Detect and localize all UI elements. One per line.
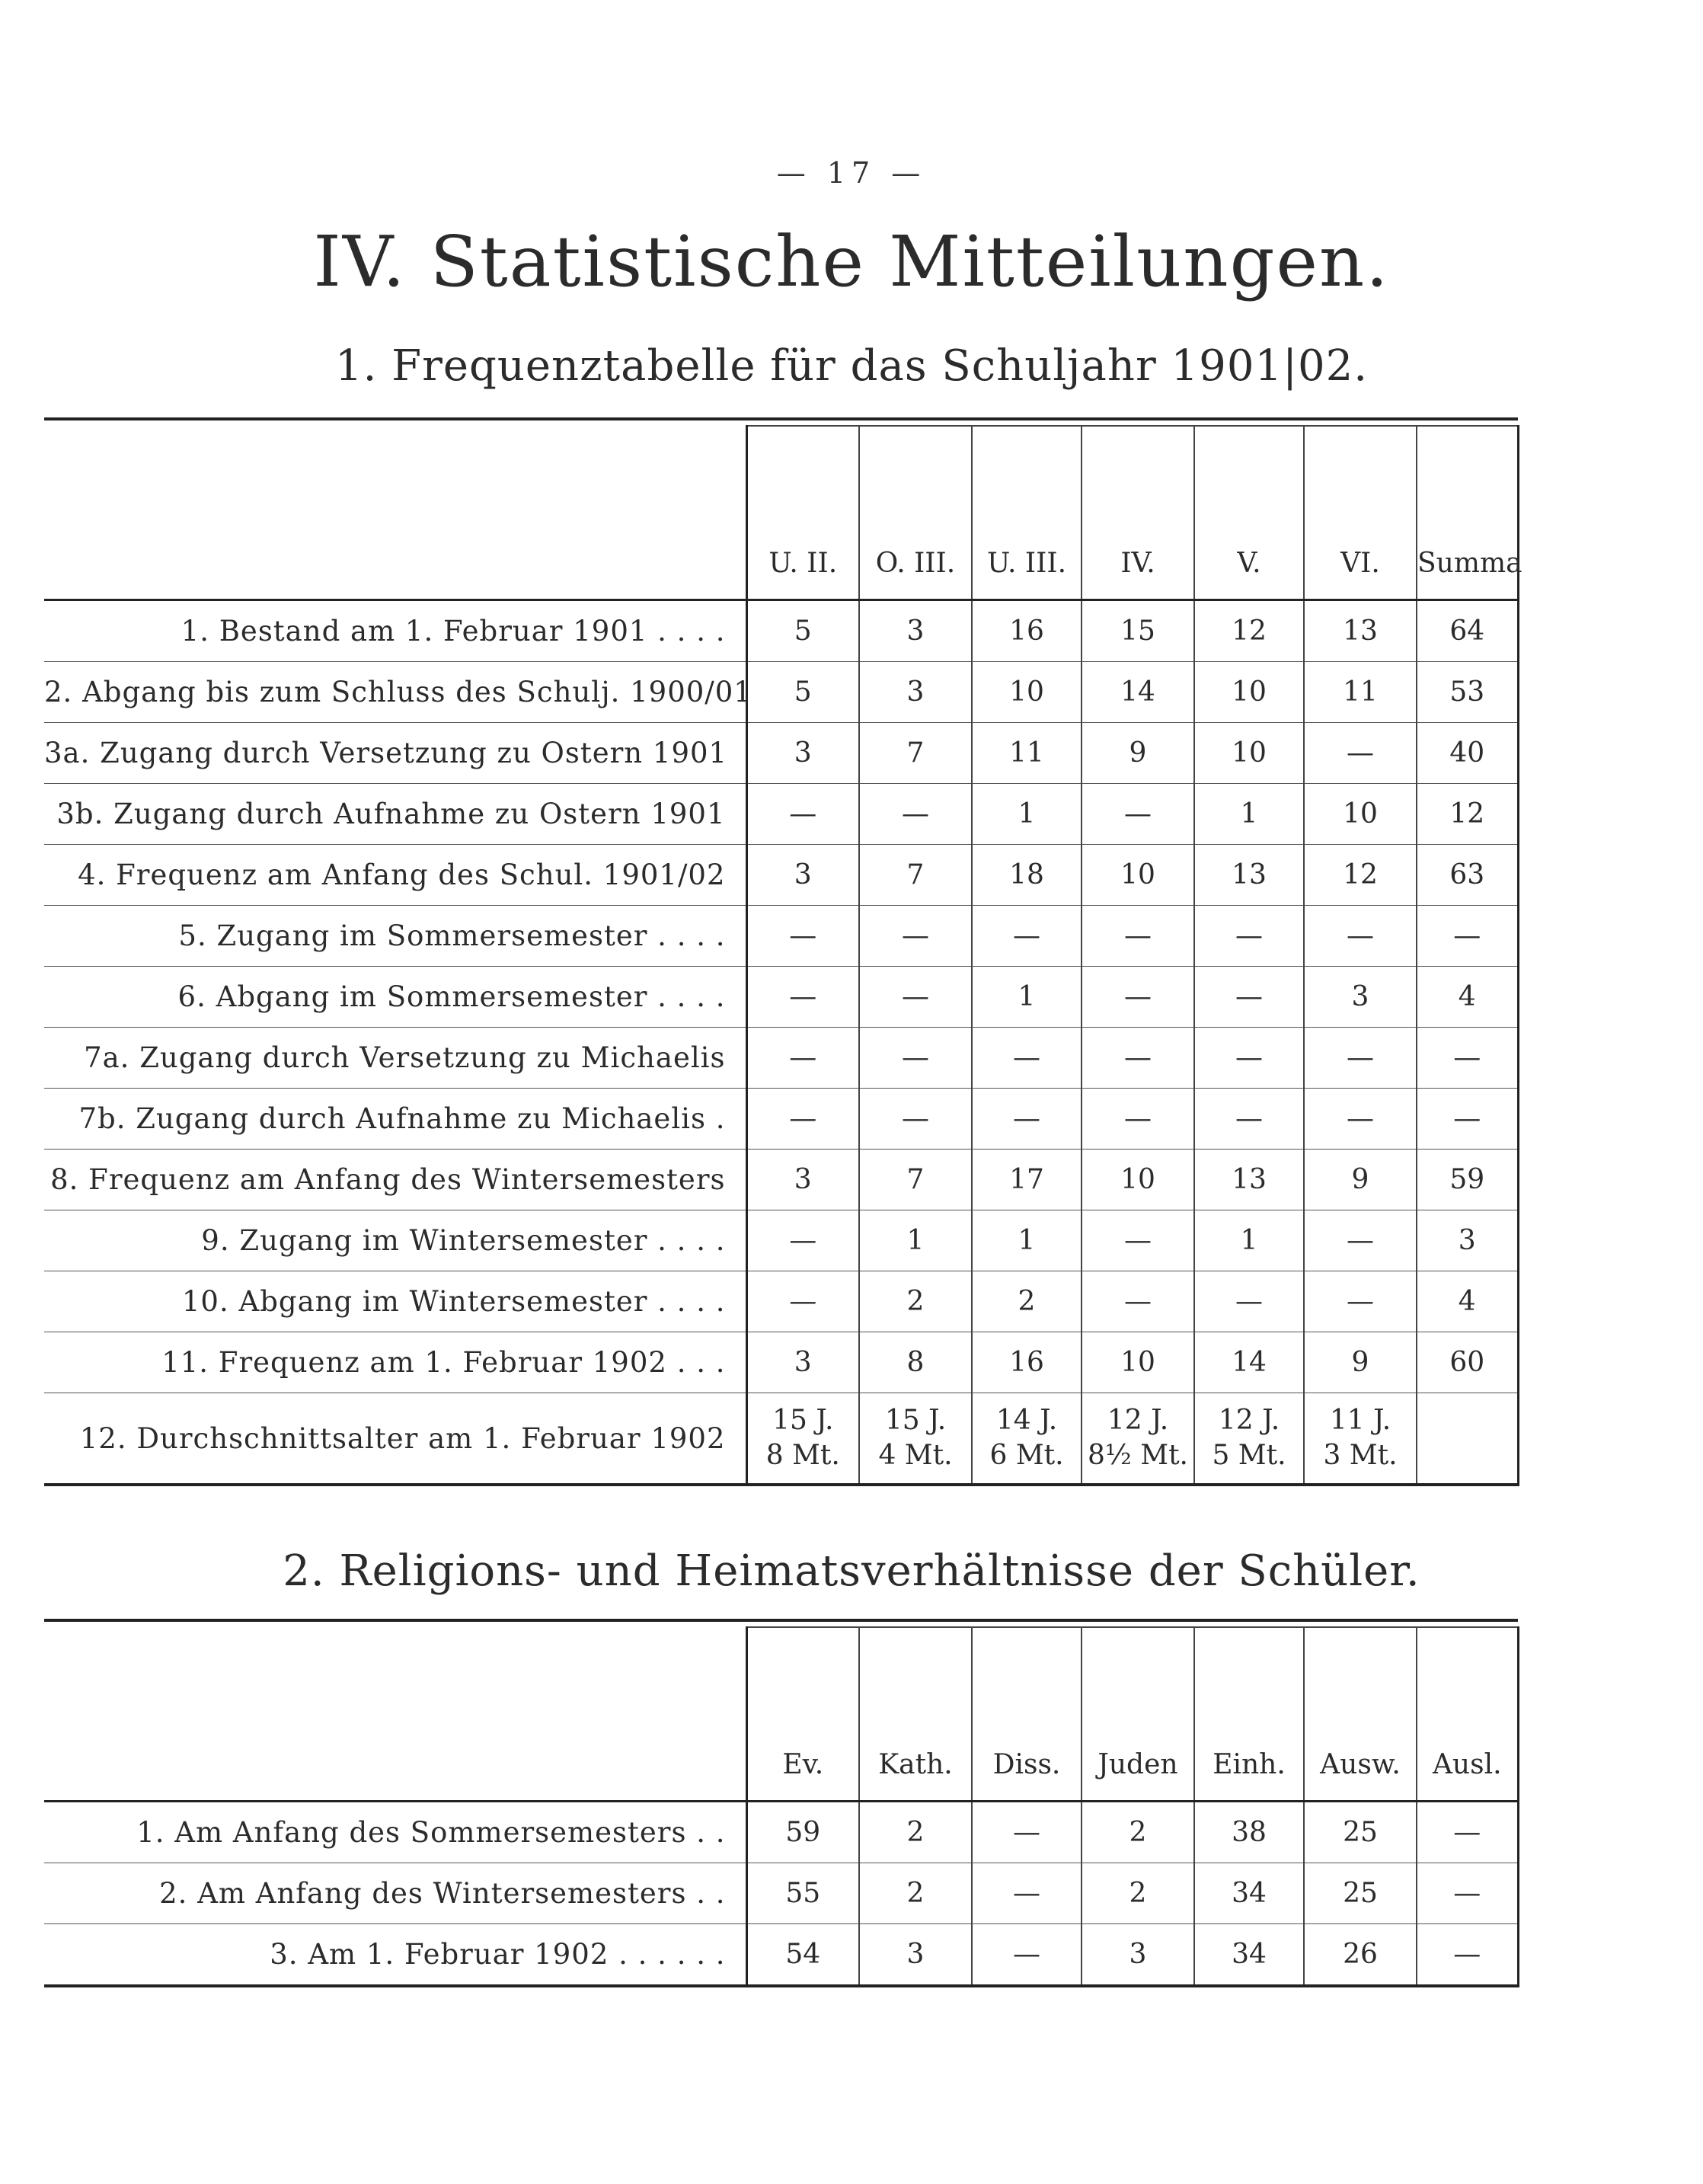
table-cell: 5	[746, 662, 859, 723]
table-cell: 7	[859, 1150, 972, 1210]
table-row	[44, 1924, 1518, 1987]
table-cell: —	[1417, 1089, 1518, 1150]
table-cell: —	[1194, 1028, 1304, 1089]
table-cell: 3	[859, 1924, 972, 1987]
column-header: Einh.	[1194, 1627, 1304, 1802]
header-empty-cell	[44, 426, 746, 600]
table-row	[44, 1802, 1518, 1863]
table-cell: —	[1082, 967, 1194, 1028]
table-cell: 1	[1194, 784, 1304, 845]
table-cell: 3	[746, 1150, 859, 1210]
age-years: 15 J.	[772, 1405, 834, 1436]
age-months: 5 Mt.	[1212, 1440, 1286, 1471]
table-cell: 2	[859, 1863, 972, 1924]
table-cell: —	[746, 906, 859, 967]
table-1-header-row	[44, 426, 1518, 600]
table-cell: —	[1417, 1924, 1518, 1987]
age-months: 3 Mt.	[1323, 1440, 1398, 1471]
table-cell: 9	[1304, 1332, 1417, 1393]
table-cell: 10	[972, 662, 1082, 723]
table-cell: 54	[746, 1924, 859, 1987]
table-cell: —	[1082, 1028, 1194, 1089]
table-cell	[1194, 1393, 1304, 1485]
age-years: 11 J.	[1329, 1405, 1391, 1436]
row-label: 3b. Zugang durch Aufnahme zu Ostern 1901	[44, 784, 746, 845]
table-cell: 3	[746, 723, 859, 784]
table-cell: —	[859, 1089, 972, 1150]
age-years: 14 J.	[995, 1405, 1058, 1436]
table-cell: 38	[1194, 1802, 1304, 1863]
table-cell: —	[746, 1210, 859, 1271]
table-cell: —	[1304, 723, 1417, 784]
table-cell: —	[1082, 1271, 1194, 1332]
table-cell: 12	[1304, 845, 1417, 906]
table-cell: —	[972, 1089, 1082, 1150]
table-cell: 11	[972, 723, 1082, 784]
table-cell: 16	[972, 1332, 1082, 1393]
table-cell: 7	[859, 845, 972, 906]
table-cell: —	[1082, 1210, 1194, 1271]
table-cell: 13	[1194, 845, 1304, 906]
table-cell: 3	[1082, 1924, 1194, 1987]
table-cell: —	[746, 967, 859, 1028]
table-cell: 13	[1194, 1150, 1304, 1210]
table-cell: 16	[972, 600, 1082, 662]
table-cell: —	[746, 784, 859, 845]
table-cell: —	[1417, 906, 1518, 967]
table-cell: 13	[1304, 600, 1417, 662]
table-cell: —	[1417, 1802, 1518, 1863]
table-cell: 3	[1304, 967, 1417, 1028]
table-cell: —	[1304, 1089, 1417, 1150]
table-cell: 1	[972, 784, 1082, 845]
row-label: 3. Am 1. Februar 1902 . . . . . .	[44, 1924, 746, 1987]
age-months: 6 Mt.	[989, 1440, 1064, 1471]
table-cell: 5	[746, 600, 859, 662]
table-cell: 34	[1194, 1863, 1304, 1924]
page-number: — 17 —	[776, 156, 927, 190]
table-cell: 12	[1417, 784, 1518, 845]
table-2-top-rule	[44, 1619, 1518, 1622]
row-label: 12. Durchschnittsalter am 1. Februar 1902	[44, 1393, 746, 1485]
column-header: Ausw.	[1304, 1627, 1417, 1802]
table-cell: 10	[1304, 784, 1417, 845]
table-cell	[972, 1393, 1082, 1485]
page-title: IV. Statistische Mitteilungen.	[313, 221, 1390, 302]
table-row	[44, 1089, 1518, 1150]
table-cell: 59	[1417, 1150, 1518, 1210]
table-row	[44, 1332, 1518, 1393]
table-cell: —	[746, 1271, 859, 1332]
table-cell: 9	[1082, 723, 1194, 784]
table-row	[44, 1150, 1518, 1210]
table-cell: 10	[1194, 662, 1304, 723]
column-header: Summa	[1417, 426, 1518, 600]
column-header: Juden	[1082, 1627, 1194, 1802]
religion-table	[44, 1626, 1519, 1987]
table-row	[44, 906, 1518, 967]
table-cell: —	[1194, 906, 1304, 967]
table-cell: 10	[1082, 1150, 1194, 1210]
row-label: 1. Bestand am 1. Februar 1901 . . . .	[44, 600, 746, 662]
table-row	[44, 1863, 1518, 1924]
table-cell: 8	[859, 1332, 972, 1393]
row-label: 7b. Zugang durch Aufnahme zu Michaelis .	[44, 1089, 746, 1150]
column-header: Ausl.	[1417, 1627, 1518, 1802]
table-cell: 64	[1417, 600, 1518, 662]
table-cell: —	[859, 967, 972, 1028]
table-row	[44, 1028, 1518, 1089]
table-row	[44, 1210, 1518, 1271]
age-months: 8½ Mt.	[1087, 1440, 1188, 1471]
table-cell: 4	[1417, 967, 1518, 1028]
table-cell: —	[859, 1028, 972, 1089]
column-header: Ev.	[746, 1627, 859, 1802]
table-cell: —	[972, 906, 1082, 967]
column-header: IV.	[1082, 426, 1194, 600]
table-row	[44, 662, 1518, 723]
table-cell: —	[972, 1863, 1082, 1924]
row-label: 10. Abgang im Wintersemester . . . .	[44, 1271, 746, 1332]
row-label: 8. Frequenz am Anfang des Wintersemesters	[44, 1150, 746, 1210]
table-cell: 34	[1194, 1924, 1304, 1987]
table-cell: 2	[859, 1802, 972, 1863]
table-cell: 2	[972, 1271, 1082, 1332]
table-cell	[859, 1393, 972, 1485]
age-years: 12 J.	[1218, 1405, 1280, 1436]
column-header: VI.	[1304, 426, 1417, 600]
table-cell: —	[859, 906, 972, 967]
frequency-table	[44, 425, 1522, 1486]
table-row	[44, 600, 1518, 662]
table-cell: —	[1194, 967, 1304, 1028]
column-header: O. III.	[859, 426, 972, 600]
table-cell	[1304, 1393, 1417, 1485]
table-cell	[746, 1393, 859, 1485]
table-cell: 4	[1417, 1271, 1518, 1332]
table-cell: 3	[1417, 1210, 1518, 1271]
table-cell: 1	[1194, 1210, 1304, 1271]
table-cell: —	[1194, 1271, 1304, 1332]
table-cell: 1	[972, 1210, 1082, 1271]
table-cell: —	[746, 1028, 859, 1089]
frequency-table-body	[44, 600, 1518, 1485]
row-label: 11. Frequenz am 1. Februar 1902 . . .	[44, 1332, 746, 1393]
table-cell: —	[1194, 1089, 1304, 1150]
row-label: 9. Zugang im Wintersemester . . . .	[44, 1210, 746, 1271]
table-cell: —	[1304, 1028, 1417, 1089]
table-cell: 1	[859, 1210, 972, 1271]
table-cell: 2	[1082, 1863, 1194, 1924]
table-cell: 12	[1194, 600, 1304, 662]
age-months: 8 Mt.	[765, 1440, 840, 1471]
table-cell: 53	[1417, 662, 1518, 723]
table-cell: —	[972, 1028, 1082, 1089]
column-header: Diss.	[972, 1627, 1082, 1802]
table-cell: 2	[1082, 1802, 1194, 1863]
table-cell: 3	[746, 845, 859, 906]
table-cell: —	[1417, 1028, 1518, 1089]
table-cell: —	[746, 1089, 859, 1150]
table-cell: 55	[746, 1863, 859, 1924]
table-cell: 10	[1082, 1332, 1194, 1393]
table-cell: —	[1304, 1271, 1417, 1332]
column-header: V.	[1194, 426, 1304, 600]
table-cell: 1	[972, 967, 1082, 1028]
table-cell: 60	[1417, 1332, 1518, 1393]
row-label: 3a. Zugang durch Versetzung zu Ostern 1901	[44, 723, 746, 784]
row-label: 2. Am Anfang des Wintersemesters . .	[44, 1863, 746, 1924]
table-2-header-row	[44, 1627, 1518, 1802]
table-cell: 25	[1304, 1802, 1417, 1863]
age-years: 12 J.	[1107, 1405, 1169, 1436]
religion-table-body	[44, 1802, 1518, 1987]
table-row	[44, 845, 1518, 906]
table-cell: 18	[972, 845, 1082, 906]
table-cell-empty	[1417, 1393, 1518, 1485]
table-cell: —	[1304, 1210, 1417, 1271]
table-row-average-age	[44, 1393, 1518, 1485]
row-label: 2. Abgang bis zum Schluss des Schulj. 1900/01	[44, 662, 746, 723]
table-cell: 14	[1194, 1332, 1304, 1393]
table-cell: 9	[1304, 1150, 1417, 1210]
table-row	[44, 784, 1518, 845]
column-header: U. III.	[972, 426, 1082, 600]
header-empty-cell	[44, 1627, 746, 1802]
age-years: 15 J.	[884, 1405, 947, 1436]
table-cell: 26	[1304, 1924, 1417, 1987]
age-months: 4 Mt.	[878, 1440, 953, 1471]
table-cell	[1082, 1393, 1194, 1485]
row-label: 7a. Zugang durch Versetzung zu Michaelis	[44, 1028, 746, 1089]
table-cell: 14	[1082, 662, 1194, 723]
column-header: Kath.	[859, 1627, 972, 1802]
table-1-top-rule	[44, 417, 1518, 420]
table-row	[44, 723, 1518, 784]
table-cell: 17	[972, 1150, 1082, 1210]
row-label: 4. Frequenz am Anfang des Schul. 1901/02	[44, 845, 746, 906]
table-cell: —	[1082, 906, 1194, 967]
table-cell: 2	[859, 1271, 972, 1332]
table-cell: —	[859, 784, 972, 845]
table-cell: 63	[1417, 845, 1518, 906]
table-cell: —	[1304, 906, 1417, 967]
section-2-title: 2. Religions- und Heimatsverhältnisse der Schüler.	[283, 1546, 1420, 1596]
table-cell: —	[1417, 1863, 1518, 1924]
table-cell: 3	[859, 662, 972, 723]
table-cell: 40	[1417, 723, 1518, 784]
column-header: U. II.	[746, 426, 859, 600]
table-cell: 10	[1082, 845, 1194, 906]
table-cell: 15	[1082, 600, 1194, 662]
row-label: 6. Abgang im Sommersemester . . . .	[44, 967, 746, 1028]
row-label: 5. Zugang im Sommersemester . . . .	[44, 906, 746, 967]
row-label: 1. Am Anfang des Sommersemesters . .	[44, 1802, 746, 1863]
table-row	[44, 1271, 1518, 1332]
table-cell: 3	[859, 600, 972, 662]
section-1-title: 1. Frequenztabelle für das Schuljahr 1901|02.	[335, 341, 1368, 391]
table-cell: 10	[1194, 723, 1304, 784]
table-cell: 7	[859, 723, 972, 784]
table-cell: —	[972, 1924, 1082, 1987]
table-cell: 11	[1304, 662, 1417, 723]
table-row	[44, 967, 1518, 1028]
table-cell: 25	[1304, 1863, 1417, 1924]
table-cell: —	[1082, 784, 1194, 845]
table-cell: 3	[746, 1332, 859, 1393]
table-cell: —	[972, 1802, 1082, 1863]
table-cell: —	[1082, 1089, 1194, 1150]
table-cell: 59	[746, 1802, 859, 1863]
